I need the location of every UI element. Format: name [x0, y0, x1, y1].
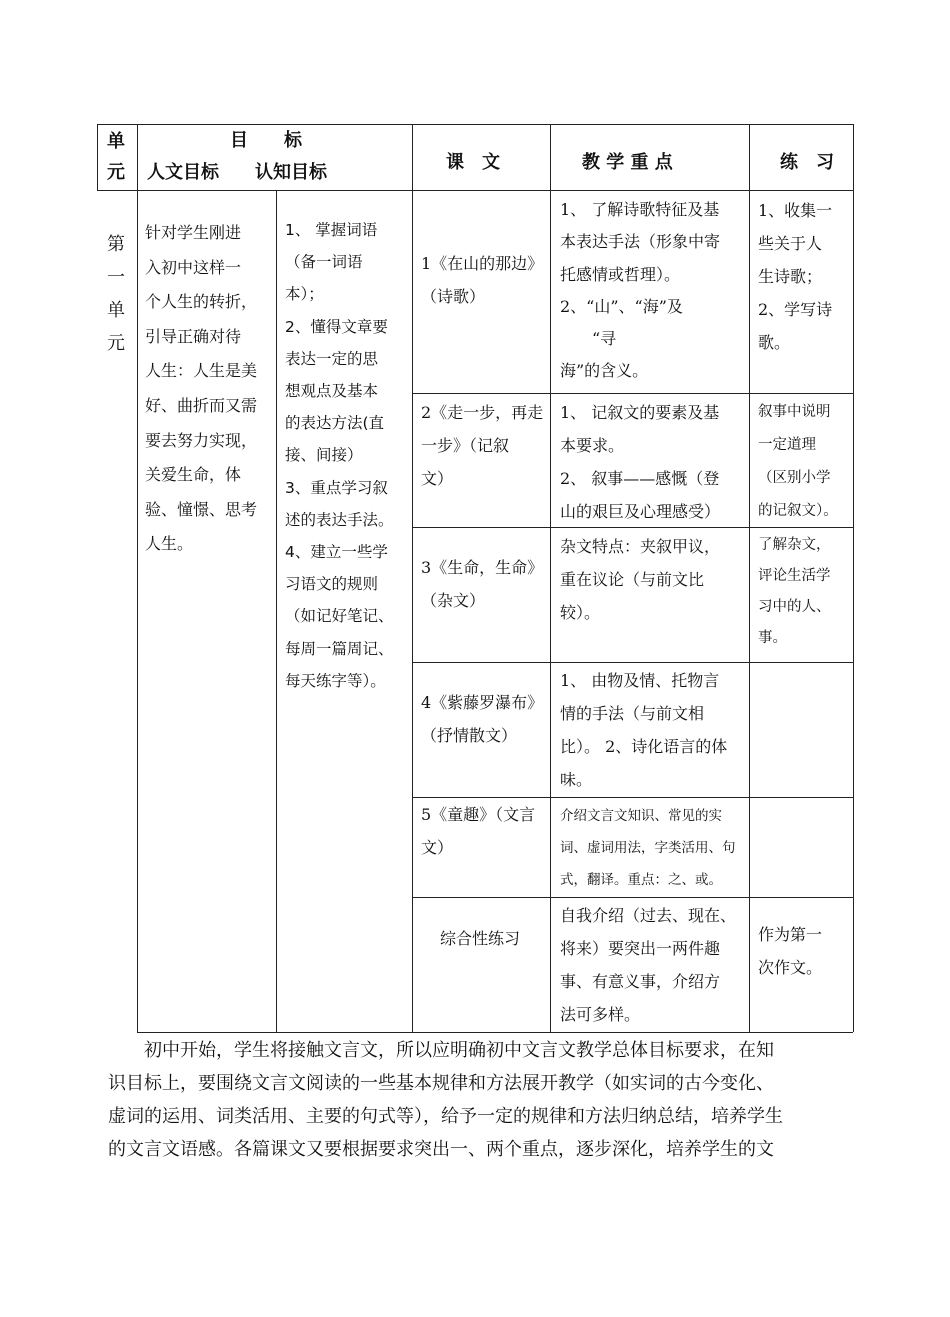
humanistic-goal: 针对学生刚进 入初中这样一 个人生的转折， 引导正确对待 人生：人生是美 好、曲折而又需 要去努力实现， 关爱生命，体 验、憧憬、思考 人生。: [145, 223, 258, 554]
lesson-2: 2《走一步，再走 一步》（记叙 文）: [421, 403, 544, 488]
table-border-right: [853, 124, 854, 1032]
focus-1: 1、 了解诗歌特征及基 本表达手法（形象中寄 托感情或哲理）。 2、“山”、“海”及 “寻 海”的含义。: [560, 200, 721, 381]
header-lesson: 课 文: [446, 152, 500, 173]
lesson-1: 1《在山的那边》 （诗歌）: [421, 254, 544, 306]
focus-2: 1、 记叙文的要素及基 本要求。 2、 叙事——感慨（登 山的艰巨及心理感受）: [560, 403, 721, 521]
table-border-bottom: [137, 1032, 853, 1033]
column-divider: [276, 190, 277, 1032]
lesson-6: 综合性练习: [440, 929, 521, 948]
header-goals-title: 目 标: [230, 130, 302, 151]
header-bottom-line: [97, 190, 853, 191]
table-border-top: [97, 124, 853, 125]
row-divider: [412, 393, 853, 394]
focus-4: 1、 由物及情、托物言 情的手法（与前文相 比）。 2、诗化语言的体 味。: [560, 671, 728, 789]
column-divider: [550, 124, 551, 1032]
table-border-left: [97, 124, 98, 190]
header-unit: 单 元: [107, 131, 125, 183]
lesson-5: 5《童趣》（文言 文）: [421, 805, 536, 857]
focus-6: 自我介绍（过去、现在、 将来）要突出一两件趣 事、有意义事，介绍方 法可多样。: [560, 906, 737, 1024]
header-practice: 练 习: [780, 152, 834, 173]
focus-3: 杂文特点：夹叙甲议， 重在议论（与前文比 较）。: [560, 537, 721, 622]
practice-6: 作为第一 次作文。: [758, 925, 823, 977]
header-goals-sub: 人文目标 认知目标: [147, 162, 327, 183]
column-divider: [137, 124, 138, 1032]
body-paragraph: 初中开始，学生将接触文言文，所以应明确初中文言文教学总体目标要求，在知 识目标上，要围绕文言文阅读的一些基本规律和方法展开教学（如实词的古今变化、 虚词的运用、词类活用、主要的句式等），给予一定的规律和方法归纳总结，培养学生 的文言文语感。各篇课文又要根据要求突出一、两个重点，逐步深化，培养学生的文: [108, 1040, 783, 1160]
row-divider: [412, 662, 853, 663]
lesson-3: 3《生命，生命》 （杂文）: [421, 558, 544, 610]
practice-1: 1、收集一 些关于人 生诗歌； 2、学写诗 歌。: [758, 201, 833, 352]
header-focus: 教 学 重 点: [582, 152, 673, 173]
row-divider: [412, 897, 853, 898]
practice-2: 叙事中说明 一定道理 （区别小学 的记叙文）。: [758, 404, 838, 519]
column-divider: [749, 124, 750, 1032]
lesson-4: 4《紫藤罗瀑布》 （抒情散文）: [421, 693, 544, 745]
column-divider: [412, 124, 413, 1032]
practice-3: 了解杂文， 评论生活学 习中的人、 事。: [758, 537, 831, 646]
unit-name: 第 一 单 元: [107, 234, 125, 354]
cognitive-goal: 1、 掌握词语 （备一词语 本）； 2、懂得文章要 表达一定的思 想观点及基本 的表达方法(直 接、间接） 3、重点学习叙 述的表达手法。 4、建立一些学 习语文的规则 （如记好笔记、 每周一篇周记、 每天练字等）。: [285, 221, 394, 690]
focus-5: 介绍文言文知识、常见的实 词、虚词用法，字类活用、句 式，翻译。重点：之、或。: [560, 808, 736, 888]
